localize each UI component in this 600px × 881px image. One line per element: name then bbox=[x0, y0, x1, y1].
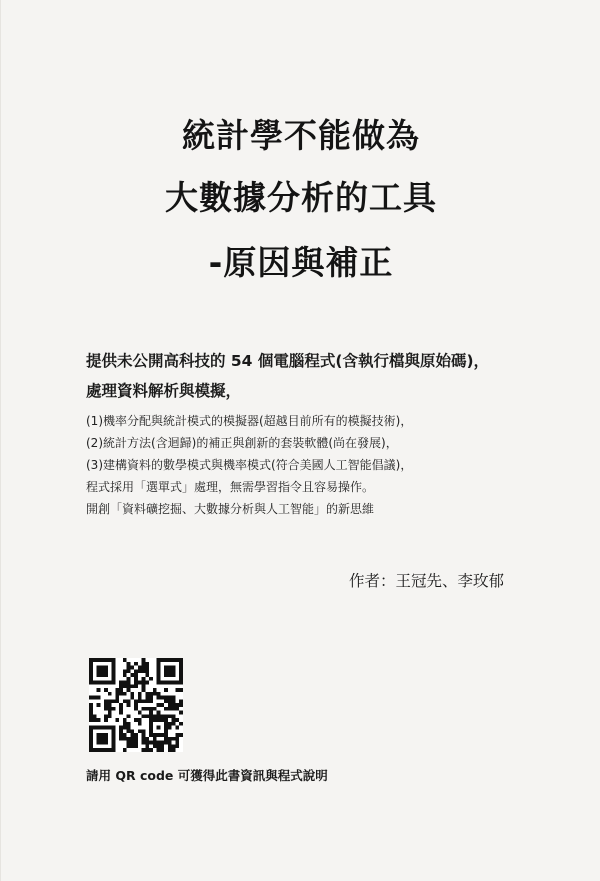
description-item: (3)建構資料的數學模式與機率模式(符合美國人工智能倡議)， bbox=[86, 458, 413, 472]
description-item: (2)統計方法(含迴歸)的補正與創新的套裝軟體(尚在發展)， bbox=[86, 436, 398, 450]
title-line-2: 大數據分析的工具 bbox=[165, 178, 437, 217]
description-item: 程式採用「選單式」處理，無需學習指令且容易操作。 bbox=[86, 480, 375, 494]
title-line-1: 統計學不能做為 bbox=[182, 116, 420, 155]
description-subheadline: 處理資料解析與模擬， bbox=[86, 382, 242, 400]
qr-code-caption: 請用 QR code 可獲得此書資訊與程式說明 bbox=[86, 768, 328, 783]
description-headline: 提供未公開高科技的 54 個電腦程式(含執行檔與原始碼)， bbox=[86, 352, 490, 370]
description-item: 開創「資料礦挖掘、大數據分析與人工智能」的新思維 bbox=[86, 502, 375, 516]
description-item: (1)機率分配與統計模式的模擬器(超越目前所有的模擬技術)， bbox=[86, 414, 413, 428]
title-line-3: -原因與補正 bbox=[208, 243, 394, 282]
author-credit: 作者：王冠先、李玫郁 bbox=[349, 572, 505, 590]
qr-code-icon bbox=[89, 658, 183, 752]
qr-code bbox=[89, 658, 183, 752]
